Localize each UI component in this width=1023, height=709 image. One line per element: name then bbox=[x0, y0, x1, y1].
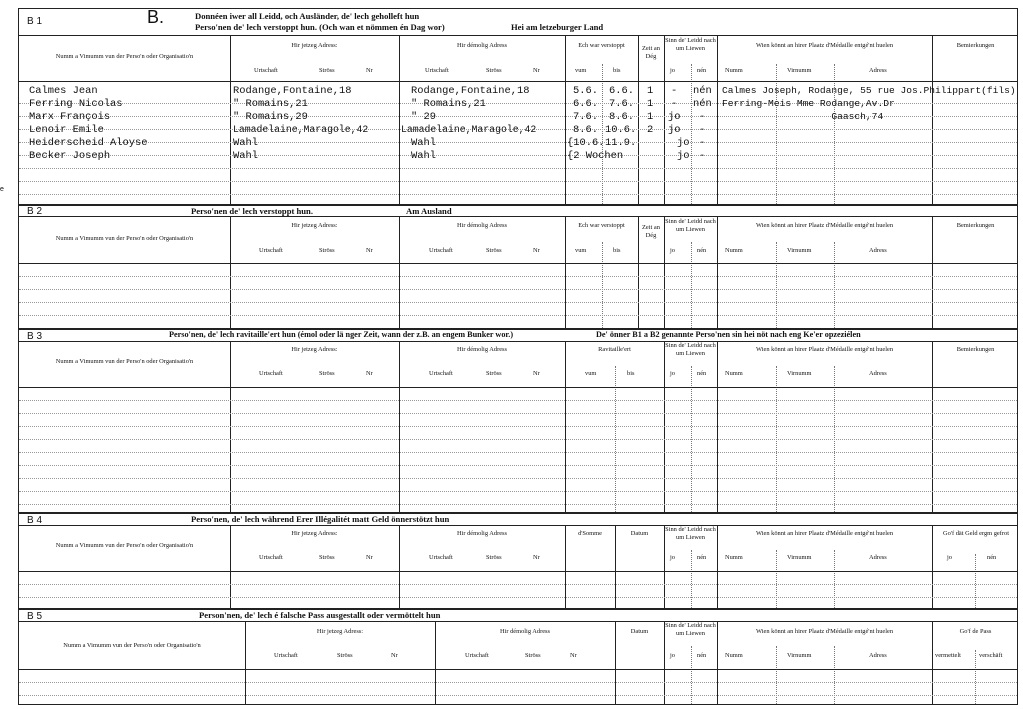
hidden-from: 8.6. bbox=[573, 124, 598, 136]
col-hidden-header: Ech war verstoppt bbox=[578, 222, 625, 229]
col-addr-now-header: Hir jetzeg Adress: bbox=[291, 222, 338, 229]
sub-bis: bis bbox=[613, 67, 621, 74]
section-letter: B. bbox=[147, 7, 165, 27]
row-divider bbox=[19, 302, 1017, 303]
col-line bbox=[230, 217, 231, 328]
days: 1 bbox=[647, 85, 654, 97]
col-zeit-header: Zeit an Dég bbox=[642, 224, 660, 239]
alive-no: nén bbox=[693, 98, 712, 110]
row-divider bbox=[19, 465, 1017, 466]
section-b1-header bbox=[19, 9, 1017, 36]
sub-nr: Nr bbox=[533, 370, 540, 377]
sub-jo: jo bbox=[670, 554, 675, 561]
hidden-from: {2 Wochen bbox=[567, 150, 624, 162]
hidden-from: 6.6. bbox=[573, 98, 598, 110]
medal-recipient: Gaasch,74 bbox=[722, 111, 884, 122]
hidden-until: 8.6. bbox=[609, 111, 634, 123]
sub-urtschaft: Urtschaft bbox=[259, 247, 283, 254]
sub-virnumm: Virnumm bbox=[787, 370, 812, 377]
address-then: " Romains,21 bbox=[411, 98, 486, 110]
col-sinn-header: Sinn de' Leidd nach um Liewen bbox=[665, 37, 716, 52]
sub-vum: vum bbox=[585, 370, 597, 377]
alive-yes: jo bbox=[668, 111, 681, 123]
section-b4 bbox=[18, 513, 1018, 609]
sub-nen: nén bbox=[697, 554, 707, 561]
col-line bbox=[932, 342, 933, 512]
days: 2 bbox=[647, 124, 654, 136]
section-title: Perso'nen de' lech verstoppt hun. bbox=[191, 206, 313, 216]
sub-urtschaft: Urtschaft bbox=[254, 67, 278, 74]
col-sinn-header: Sinn de' Leidd nach um Liewen bbox=[665, 218, 716, 233]
section-subtitle: Perso'nen de' lech verstoppt hun. (Och wan et nömmen én Dag wor) bbox=[195, 22, 445, 32]
col-sinn-header: Sinn de' Leidd nach um Liewen bbox=[665, 622, 716, 637]
sub-virnumm: Virnumm bbox=[787, 67, 812, 74]
sub-stross: Ströss bbox=[486, 67, 502, 74]
sub-stross: Ströss bbox=[337, 652, 353, 659]
sub-adress: Adress bbox=[869, 67, 887, 74]
section-title: Perso'nen, de' lech während Erer Illégalitét matt Geld önnerstötzt hun bbox=[191, 514, 450, 524]
address-then: Lamadelaine,Maragole,42 bbox=[401, 124, 537, 135]
col-addr-now-header: Hir jetzeg Adress: bbox=[291, 530, 338, 537]
margin-mark: e bbox=[0, 186, 4, 193]
col-ravit-header: Ravitaille'ert bbox=[598, 346, 631, 353]
alive-yes: - bbox=[671, 98, 678, 110]
alive-yes: jo bbox=[677, 150, 690, 162]
col-name-header: Numm a Vimumm vun der Perso'n oder Organisatio'n bbox=[55, 358, 194, 365]
col-line bbox=[565, 342, 566, 512]
sub-adress: Adress bbox=[869, 370, 887, 377]
section-b5-header bbox=[19, 610, 1017, 622]
col-line bbox=[230, 342, 231, 512]
sub-stross: Ströss bbox=[525, 652, 541, 659]
sub-numm: Numm bbox=[725, 554, 743, 561]
row-divider bbox=[19, 81, 1017, 82]
sub-numm: Numm bbox=[725, 247, 743, 254]
col-sinn-header: Sinn de' Leidd nach um Liewen bbox=[665, 526, 716, 541]
row-divider bbox=[19, 478, 1017, 479]
col-line bbox=[615, 526, 616, 608]
section-code: B 4 bbox=[27, 515, 43, 526]
address-now: " Romains,21 bbox=[233, 98, 308, 110]
col-name-header: Numm a Vimumm vun der Perso'n oder Organisatio'n bbox=[55, 53, 194, 60]
hidden-until: 6.6. bbox=[609, 85, 634, 97]
sub-bis: bis bbox=[613, 247, 621, 254]
sub-stross: Ströss bbox=[486, 370, 502, 377]
col-name-header: Numm a Vimumm vun der Perso'n oder Organisatio'n bbox=[63, 642, 201, 649]
person-name: Calmes Jean bbox=[29, 85, 98, 97]
col-datum-header: Datum bbox=[630, 530, 649, 537]
alive-no: - bbox=[699, 150, 706, 162]
row-divider bbox=[19, 695, 1017, 696]
col-medal-header: Wien könnt an hirer Plaatz d'Médaille entgé'nt huelen bbox=[755, 346, 894, 353]
sub-adress: Adress bbox=[869, 652, 887, 659]
col-name-header: Numm a Vimumm vun der Perso'n oder Organisatio'n bbox=[55, 235, 194, 242]
col-sinn-header: Sinn de' Leidd nach um Liewen bbox=[665, 342, 716, 357]
col-addr-then-header: Hir démolig Adress bbox=[456, 222, 508, 229]
sub-numm: Numm bbox=[725, 67, 743, 74]
col-line bbox=[664, 342, 665, 512]
row-divider bbox=[19, 315, 1017, 316]
section-b1 bbox=[18, 8, 1018, 205]
row-divider bbox=[19, 452, 1017, 453]
row-divider bbox=[19, 263, 1017, 264]
col-addr-then-header: Hir démolig Adress bbox=[456, 346, 508, 353]
days: 1 bbox=[647, 98, 654, 110]
row-divider bbox=[19, 289, 1017, 290]
sub-stross: Ströss bbox=[319, 67, 335, 74]
sub-nen: nén bbox=[987, 554, 997, 561]
col-addr-now-header: Hir jetzeg Adress: bbox=[316, 628, 364, 635]
col-line bbox=[717, 526, 718, 608]
person-name: Marx François bbox=[29, 111, 111, 123]
col-line bbox=[932, 526, 933, 608]
sub-urtschaft: Urtschaft bbox=[429, 554, 453, 561]
section-title-right: Am Ausland bbox=[406, 206, 452, 216]
sub-adress: Adress bbox=[869, 247, 887, 254]
hidden-until: 7.6. bbox=[609, 98, 634, 110]
col-remarks-header: Bemierkungen bbox=[956, 346, 995, 353]
hidden-from: 7.6. bbox=[573, 111, 598, 123]
col-line bbox=[975, 554, 976, 608]
col-addr-now-header: Hir jetzeg Adress: bbox=[291, 346, 338, 353]
address-now: Wahl bbox=[233, 137, 258, 149]
row-divider bbox=[19, 276, 1017, 277]
medal-recipient: Calmes Joseph, Rodange, 55 rue Jos.Philippart(fils) bbox=[722, 85, 1016, 96]
section-title: Perso'nen, de' lech ravitaille'ert hun (émol oder lä nger Zeit, wann der z.B. an engem Bunker wor.) bbox=[169, 330, 514, 339]
section-b3 bbox=[18, 329, 1018, 513]
sub-vermettelt: vermettelt bbox=[935, 652, 961, 659]
col-line bbox=[399, 526, 400, 608]
sub-nr: Nr bbox=[533, 247, 540, 254]
person-name: Ferring Nicolas bbox=[29, 98, 123, 110]
section-b5 bbox=[18, 609, 1018, 705]
alive-yes: jo bbox=[668, 124, 681, 136]
sub-numm: Numm bbox=[725, 370, 743, 377]
table-row bbox=[19, 137, 1019, 150]
row-divider bbox=[19, 194, 1017, 195]
row-divider bbox=[19, 584, 1017, 585]
col-gof-pass-header: Go'f de Pass bbox=[959, 628, 992, 635]
form-page bbox=[18, 8, 1018, 706]
section-code: B 2 bbox=[27, 206, 43, 217]
table-row bbox=[19, 111, 1019, 124]
alive-no: nén bbox=[693, 85, 712, 97]
col-line bbox=[399, 217, 400, 328]
col-line bbox=[691, 550, 692, 608]
section-code: B 5 bbox=[27, 611, 43, 622]
sub-virnumm: Virnumm bbox=[787, 247, 812, 254]
sub-stross: Ströss bbox=[319, 247, 335, 254]
sub-urtschaft: Urtschaft bbox=[465, 652, 489, 659]
row-divider bbox=[19, 168, 1017, 169]
section-b4-header bbox=[19, 514, 1017, 526]
col-somme-header: d'Somme bbox=[578, 530, 602, 537]
hidden-until: 11.9. bbox=[605, 137, 637, 149]
section-b2 bbox=[18, 205, 1018, 329]
alive-no: - bbox=[699, 111, 706, 123]
person-name: Lenoir Emile bbox=[29, 124, 104, 136]
sub-nr: Nr bbox=[366, 247, 373, 254]
section-subtitle-right: Hei am letzeburger Land bbox=[511, 22, 604, 32]
address-then: Rodange,Fontaine,18 bbox=[411, 85, 530, 97]
hidden-from: {10.6. bbox=[567, 137, 605, 149]
sub-stross: Ströss bbox=[319, 370, 335, 377]
row-divider bbox=[19, 491, 1017, 492]
sub-nen: nén bbox=[697, 67, 707, 74]
alive-yes: jo bbox=[677, 137, 690, 149]
hidden-from: 5.6. bbox=[573, 85, 598, 97]
sub-nr: Nr bbox=[570, 652, 577, 659]
row-divider bbox=[19, 682, 1017, 683]
sub-nr: Nr bbox=[366, 554, 373, 561]
table-row bbox=[19, 124, 1019, 137]
sub-virnumm: Virnumm bbox=[787, 554, 812, 561]
col-line bbox=[399, 342, 400, 512]
col-addr-then-header: Hir démolig Adress bbox=[456, 530, 508, 537]
col-line bbox=[776, 550, 777, 608]
col-line bbox=[230, 526, 231, 608]
sub-stross: Ströss bbox=[319, 554, 335, 561]
sub-stross: Ströss bbox=[486, 247, 502, 254]
col-line bbox=[834, 550, 835, 608]
table-row bbox=[19, 85, 1019, 98]
row-divider bbox=[19, 413, 1017, 414]
sub-jo: jo bbox=[670, 67, 675, 74]
section-code: B 3 bbox=[27, 331, 43, 342]
col-medal-header: Wien könnt an hirer Plaatz d'Médaille entgé'nt huelen bbox=[755, 628, 894, 635]
row-divider bbox=[19, 571, 1017, 572]
col-medal-header: Wien könnt an hirer Plaatz d'Médaille entgé'nt huelen bbox=[755, 42, 894, 49]
section-code: B 1 bbox=[27, 16, 43, 27]
sub-verschaft: verschäft bbox=[979, 652, 1003, 659]
address-now: Lamadelaine,Maragole,42 bbox=[233, 124, 369, 135]
table-row bbox=[19, 150, 1019, 163]
col-name-header: Numm a Vimumm vun der Perso'n oder Organisatio'n bbox=[55, 542, 194, 549]
col-addr-now-header: Hir jetzeg Adress: bbox=[291, 42, 338, 49]
section-title: Donnéen iwer all Leidd, och Ausländer, de' lech geholleft hun bbox=[195, 11, 420, 21]
col-hidden-header: Ech war verstoppt bbox=[578, 42, 625, 49]
row-divider bbox=[19, 387, 1017, 388]
sub-numm: Numm bbox=[725, 652, 743, 659]
col-addr-then-header: Hir démolig Adress bbox=[456, 42, 508, 49]
address-then: Wahl bbox=[411, 150, 436, 162]
alive-yes: - bbox=[671, 85, 678, 97]
col-line bbox=[717, 217, 718, 328]
col-gof-geld-header: Go'f dät Geld ergm gefrot bbox=[943, 530, 1009, 537]
row-divider bbox=[19, 439, 1017, 440]
days: 1 bbox=[647, 111, 654, 123]
row-divider bbox=[19, 669, 1017, 670]
sub-stross: Ströss bbox=[486, 554, 502, 561]
alive-no: - bbox=[699, 137, 706, 149]
sub-jo: jo bbox=[670, 370, 675, 377]
sub-adress: Adress bbox=[869, 554, 887, 561]
col-medal-header: Wien könnt an hirer Plaatz d'Médaille entgé'nt huelen bbox=[755, 222, 894, 229]
address-now: Wahl bbox=[233, 150, 258, 162]
address-now: " Romains,29 bbox=[233, 111, 308, 123]
person-name: Heiderscheid Aloyse bbox=[29, 137, 148, 149]
sub-jo: jo bbox=[670, 247, 675, 254]
col-datum-header: Datum bbox=[630, 628, 649, 635]
col-line bbox=[565, 217, 566, 328]
person-name: Becker Joseph bbox=[29, 150, 111, 162]
sub-urtschaft: Urtschaft bbox=[259, 554, 283, 561]
col-addr-then-header: Hir démolig Adress bbox=[499, 628, 551, 635]
col-line bbox=[717, 342, 718, 512]
address-now: Rodange,Fontaine,18 bbox=[233, 85, 352, 97]
table-row bbox=[19, 98, 1019, 111]
address-then: Wahl bbox=[411, 137, 436, 149]
address-then: " 29 bbox=[411, 111, 436, 123]
col-line bbox=[932, 217, 933, 328]
sub-urtschaft: Urtschaft bbox=[259, 370, 283, 377]
sub-nen: nén bbox=[697, 652, 707, 659]
alive-no: - bbox=[699, 124, 706, 136]
sub-urtschaft: Urtschaft bbox=[425, 67, 449, 74]
sub-nr: Nr bbox=[366, 370, 373, 377]
sub-vum: vum bbox=[575, 247, 587, 254]
col-line bbox=[664, 217, 665, 328]
row-divider bbox=[19, 400, 1017, 401]
sub-urtschaft: Urtschaft bbox=[429, 247, 453, 254]
section-title-right: De' önner B1 a B2 genannte Perso'nen sin hei nöt nach eng Ke'er opzeziélen bbox=[596, 330, 861, 339]
row-divider bbox=[19, 504, 1017, 505]
medal-recipient: Ferring-Meis Mme Rodange,Av.Dr bbox=[722, 98, 895, 109]
sub-nen: nén bbox=[697, 247, 707, 254]
col-zeit-header: Zeit an Dég bbox=[642, 45, 660, 60]
sub-nr: Nr bbox=[533, 67, 540, 74]
sub-urtschaft: Urtschaft bbox=[274, 652, 298, 659]
col-line bbox=[565, 526, 566, 608]
section-b3-header bbox=[19, 330, 1017, 342]
hidden-until: 10.6. bbox=[605, 124, 637, 136]
sub-urtschaft: Urtschaft bbox=[429, 370, 453, 377]
section-title: Person'nen, de' lech é falsche Pass ausgestallt oder vermöttelt hun bbox=[199, 610, 441, 620]
col-medal-header: Wien könnt an hirer Plaatz d'Médaille entgé'nt huelen bbox=[755, 530, 894, 537]
row-divider bbox=[19, 597, 1017, 598]
col-remarks-header: Bemierkungen bbox=[956, 42, 995, 49]
row-divider bbox=[19, 426, 1017, 427]
sub-virnumm: Virnumm bbox=[787, 652, 812, 659]
row-divider bbox=[19, 181, 1017, 182]
sub-vum: vum bbox=[575, 67, 587, 74]
col-remarks-header: Bemierkungen bbox=[956, 222, 995, 229]
sub-bis: bis bbox=[627, 370, 635, 377]
sub-nr: Nr bbox=[366, 67, 373, 74]
sub-nr: Nr bbox=[533, 554, 540, 561]
sub-nen: nén bbox=[697, 370, 707, 377]
sub-jo: jo bbox=[670, 652, 675, 659]
section-b2-header bbox=[19, 206, 1017, 217]
sub-nr: Nr bbox=[391, 652, 398, 659]
sub-jo: jo bbox=[947, 554, 952, 561]
